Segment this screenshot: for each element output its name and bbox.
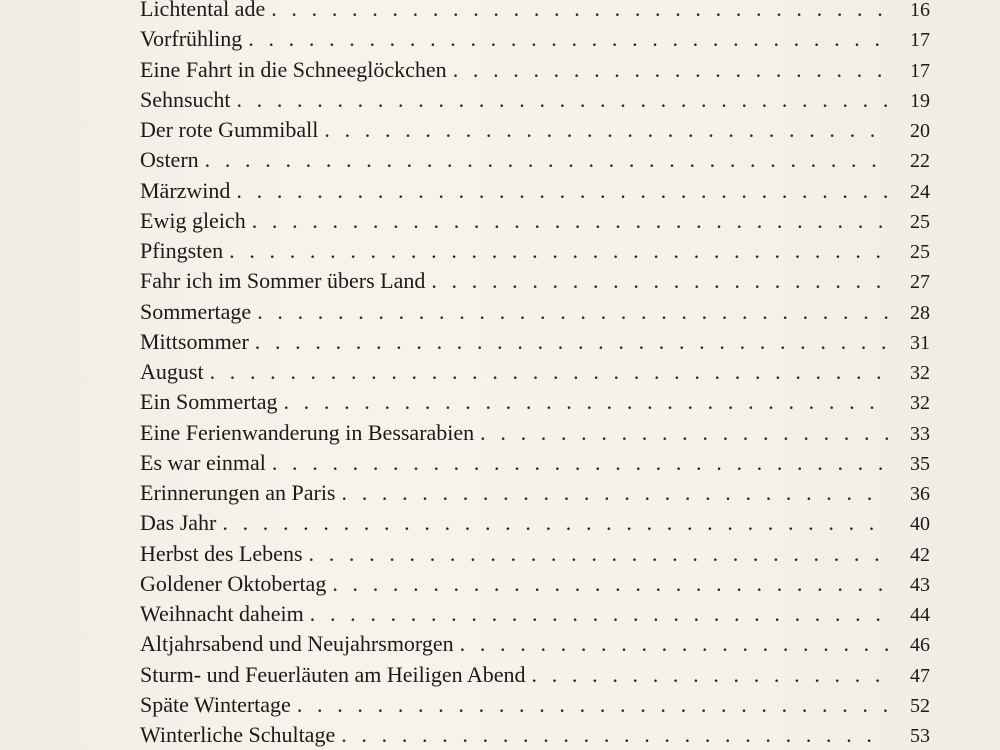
toc-entry-title: Vorfrühling [140, 26, 243, 52]
toc-entry [140, 629, 930, 659]
toc-dot-leader [297, 690, 888, 720]
toc-entry-page-number: 31 [910, 331, 930, 354]
toc-entry-title: Altjahrsabend und Neujahrsmorgen [140, 631, 454, 657]
toc-entry-page-number: 32 [910, 392, 930, 415]
toc-entry-page-number: 16 [910, 0, 930, 21]
toc-dot-leader [324, 115, 888, 145]
toc-entry-page-number: 42 [910, 543, 930, 566]
toc-entry [140, 418, 930, 448]
toc-dot-leader [309, 539, 888, 569]
toc-entry-page-number: 47 [910, 664, 930, 687]
toc-entry-title: Märzwind [140, 177, 231, 203]
toc-entry-title: Das Jahr [140, 510, 217, 536]
toc-entry-title: Erinnerungen an Paris [140, 480, 336, 505]
toc-entry [140, 327, 930, 357]
toc-entry [140, 176, 930, 206]
toc-dot-leader [236, 176, 888, 206]
toc-entry-page-number: 46 [910, 634, 930, 657]
toc-dot-leader [205, 145, 888, 175]
toc-entry-page-number: 53 [910, 725, 930, 747]
toc-entry-title: Herbst des Lebens [140, 540, 303, 566]
toc-entry-title: Goldener Oktobertag [140, 570, 327, 596]
toc-dot-leader [453, 55, 888, 85]
toc-dot-leader [271, 0, 888, 24]
toc-dot-leader [210, 357, 888, 387]
toc-dot-leader [283, 387, 888, 417]
toc-entry-title: Ewig gleich [140, 207, 246, 233]
toc-dot-leader [252, 206, 888, 236]
toc-dot-leader [257, 297, 888, 327]
toc-entry-title: Der rote Gummiball [140, 117, 319, 142]
toc-entry [140, 690, 930, 720]
toc-entry-page-number: 24 [910, 180, 930, 203]
toc-entry [140, 266, 930, 296]
toc-dot-leader [460, 629, 888, 659]
toc-entry-page-number: 25 [910, 210, 930, 233]
toc-entry [140, 508, 930, 538]
toc-dot-leader [255, 327, 888, 357]
toc-dot-leader [310, 599, 888, 629]
toc-dot-leader [248, 24, 888, 54]
toc-dot-leader [480, 418, 888, 448]
toc-entry-page-number: 36 [910, 483, 930, 505]
toc-entry-page-number: 43 [910, 573, 930, 596]
toc-entry-page-number: 32 [910, 362, 930, 384]
toc-dot-leader [229, 236, 888, 266]
toc-entry-title: Pfingsten [140, 238, 224, 263]
toc-entry-title: Eine Ferienwanderung in Bessarabien [140, 419, 475, 445]
toc-entry-page-number: 33 [910, 422, 930, 445]
toc-entry-title: August [140, 359, 204, 384]
toc-entry-title: Späte Wintertage [140, 691, 291, 717]
toc-entry-page-number: 35 [910, 452, 930, 475]
toc-entry [140, 569, 930, 599]
toc-dot-leader [332, 569, 888, 599]
toc-entry [140, 720, 930, 750]
toc-entry-page-number: 22 [910, 150, 930, 173]
toc-entry-title: Es war einmal [140, 449, 266, 475]
toc-entry-page-number: 20 [910, 120, 930, 142]
toc-entry [140, 85, 930, 115]
toc-entry-page-number: 44 [910, 604, 930, 626]
toc-entry-title: Eine Fahrt in die Schneeglöckchen [140, 56, 447, 82]
toc-entry-page-number: 25 [910, 241, 930, 263]
toc-entry-title: Fahr ich im Sommer übers Land [140, 268, 426, 294]
toc-entry [140, 660, 930, 690]
toc-dot-leader [222, 508, 888, 538]
toc-dot-leader [342, 478, 889, 508]
toc-entry [140, 236, 930, 266]
toc-entry-title: Weihnacht daheim [140, 601, 304, 626]
toc-entry-title: Sehnsucht [140, 86, 231, 112]
toc-entry-title: Ein Sommertag [140, 389, 278, 415]
toc-entry [140, 539, 930, 569]
toc-entry-title: Lichtental ade [140, 0, 266, 21]
toc-dot-leader [431, 266, 888, 296]
toc-entry [140, 55, 930, 85]
toc-entry-page-number: 19 [910, 89, 930, 112]
toc-entry [140, 24, 930, 54]
toc-dot-leader [272, 448, 888, 478]
toc-entry [140, 297, 930, 327]
toc-entry-page-number: 40 [910, 513, 930, 536]
toc-entry-title: Sturm- und Feuerläuten am Heiligen Abend [140, 661, 526, 687]
toc-entry [140, 145, 930, 175]
toc-entry-page-number: 28 [910, 301, 930, 324]
toc-dot-leader [532, 660, 888, 690]
toc-entry-page-number: 52 [910, 694, 930, 717]
toc-entry [140, 599, 930, 629]
toc-entry-page-number: 27 [910, 271, 930, 294]
toc-entry [140, 478, 930, 508]
toc-dot-leader [341, 720, 888, 750]
toc-entry-title: Mittsommer [140, 328, 249, 354]
toc-entry-page-number: 17 [910, 59, 930, 82]
toc-entry [140, 206, 930, 236]
toc-entry [140, 115, 930, 145]
toc-entry [140, 448, 930, 478]
toc-entry-title: Winterliche Schultage [140, 722, 336, 747]
toc-entry [140, 0, 930, 24]
toc-entry [140, 387, 930, 417]
table-of-contents [140, 0, 930, 750]
toc-entry [140, 357, 930, 387]
toc-entry-page-number: 17 [910, 29, 930, 52]
toc-entry-title: Sommertage [140, 298, 252, 324]
toc-entry-title: Ostern [140, 147, 199, 173]
toc-dot-leader [236, 85, 888, 115]
